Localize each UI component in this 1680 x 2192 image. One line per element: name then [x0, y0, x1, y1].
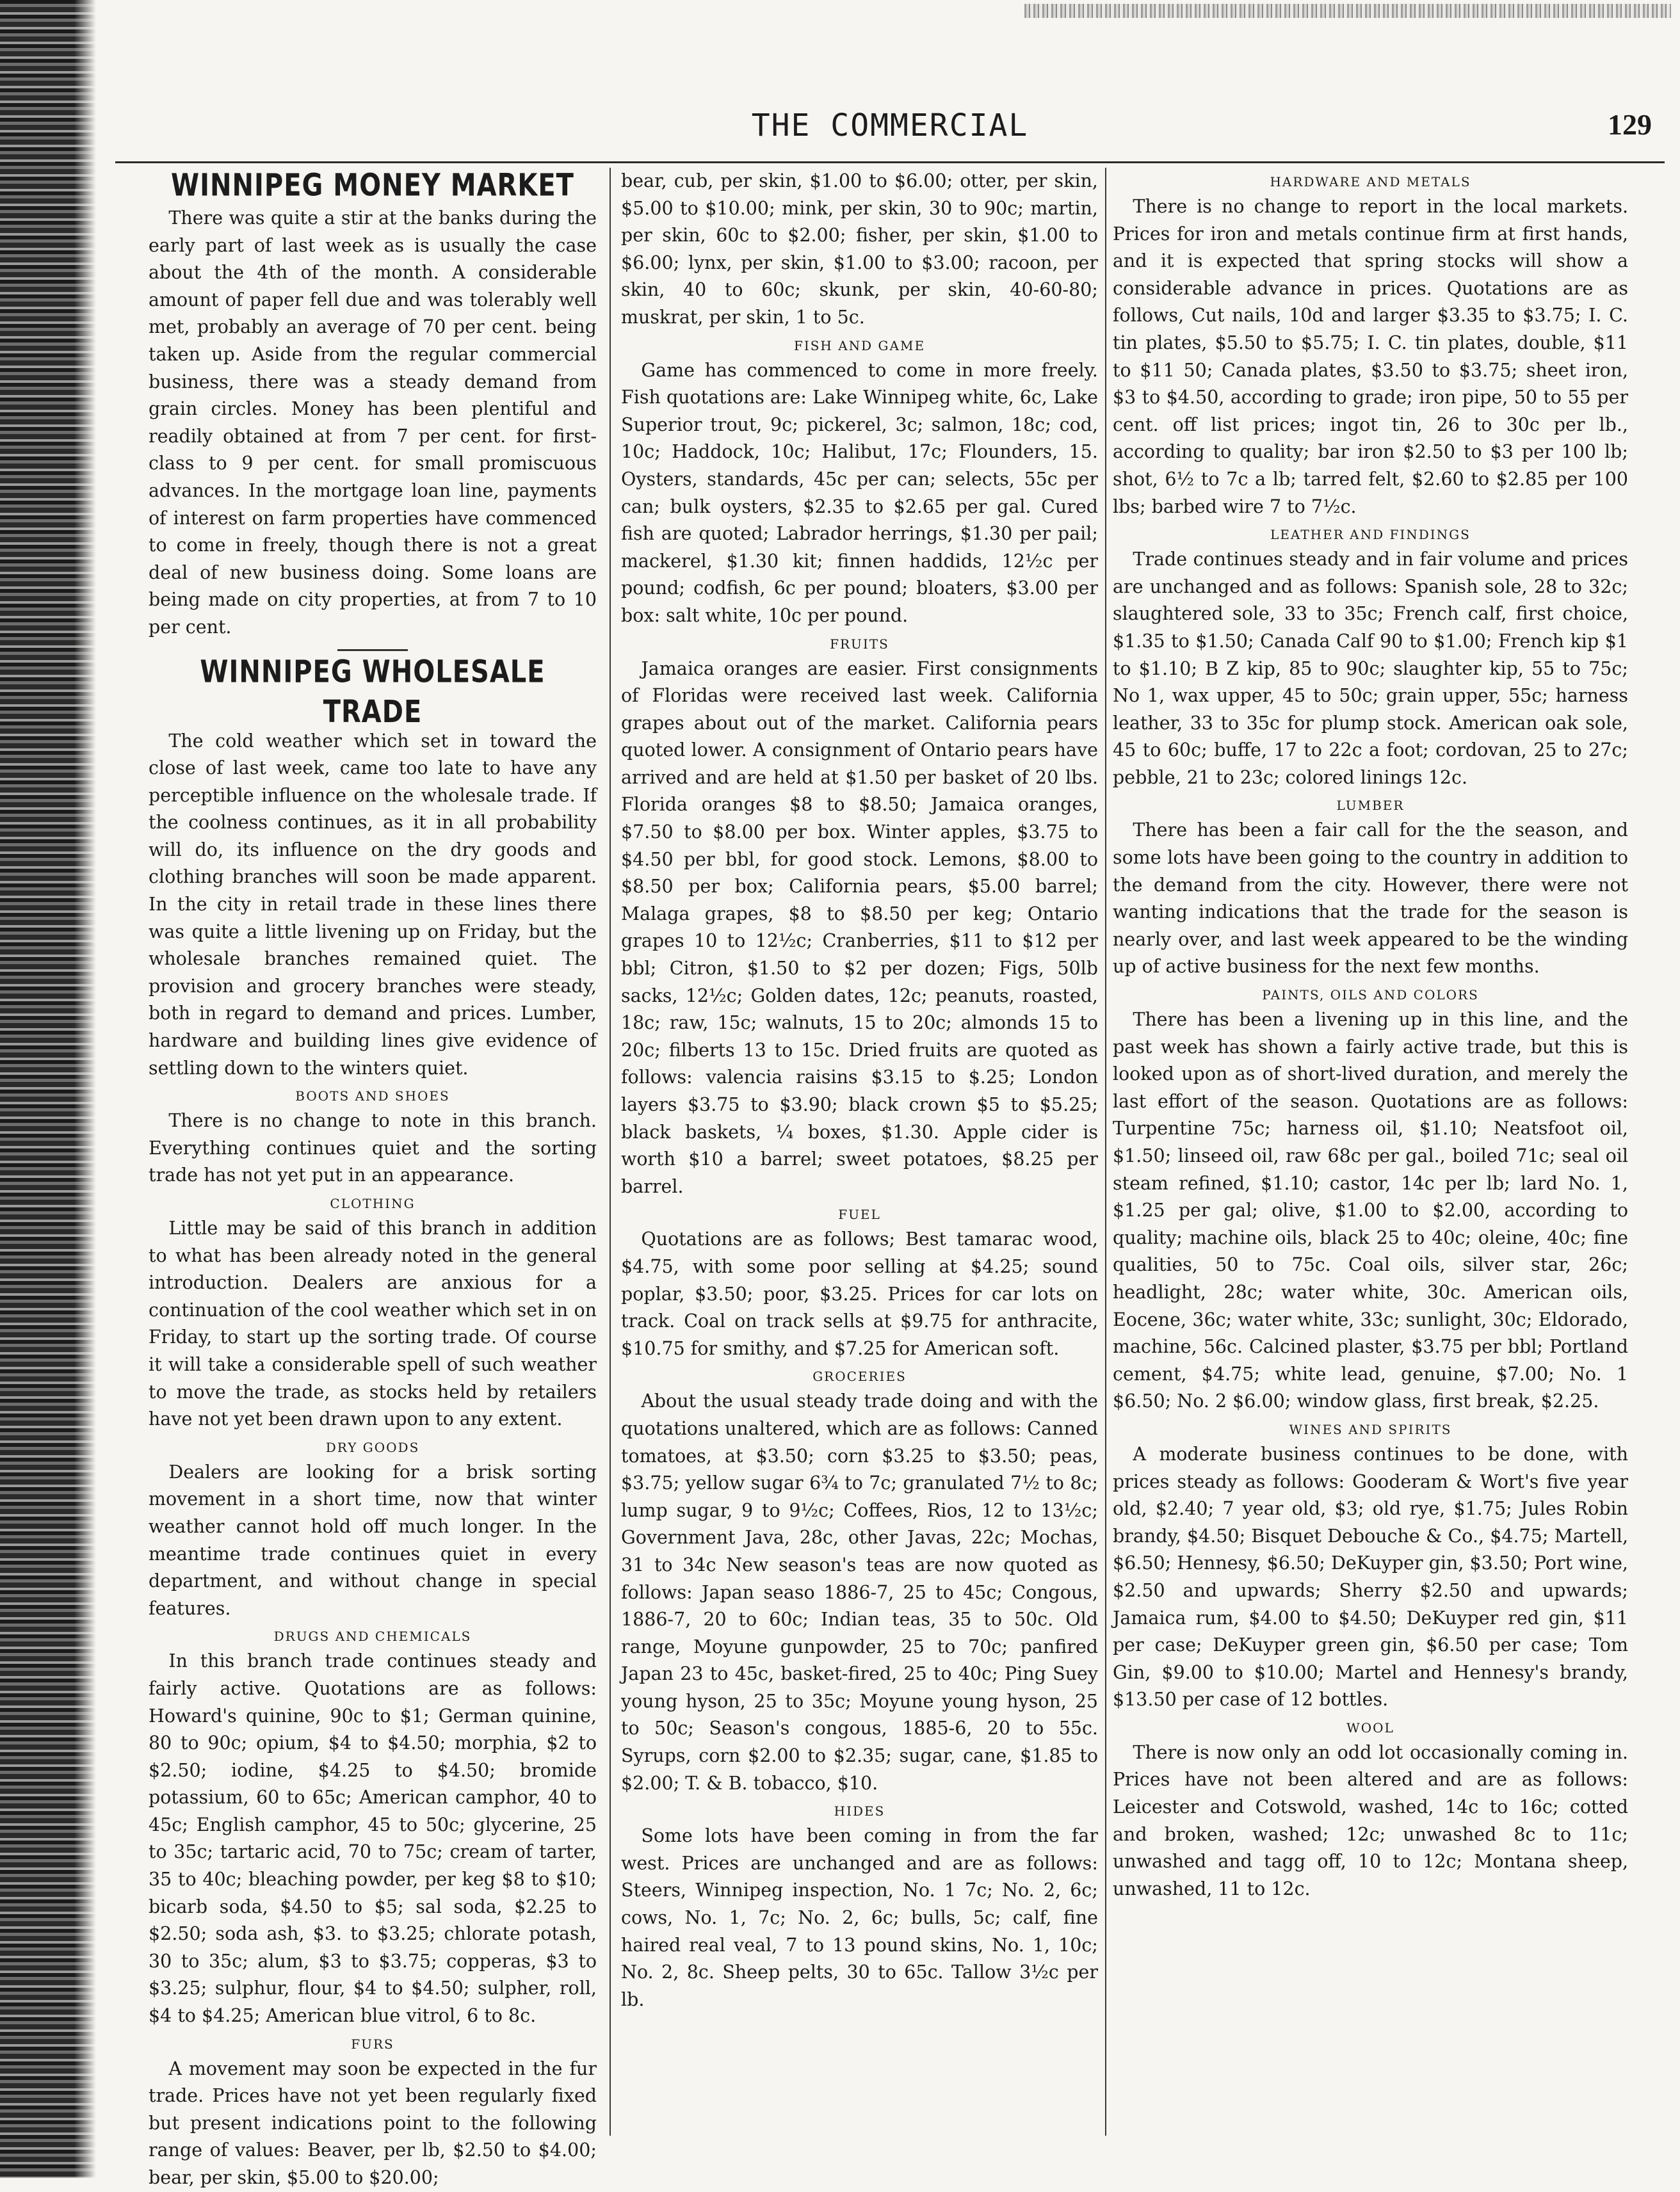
- leather-findings-paragraph: Trade continues steady and in fair volume and prices are unchanged and as follows: Spanish sole, 28 to 32c; slaughtered sole, 33 to 35c; French calf, first choice, $1.35 to $1.50; Canada Calf 90 to $1.00; French kip $1 to $1.10; B Z kip, 85 to 90c; slaughter kip, 55 to 75c; No 1, wax upper, 45 to 50c; grain upper, 55c; harness leather, 33 to 35c for plump stock. American oak sole, 45 to 60c; buffe, 17 to 22c a foot; cordovan, 25 to 27c; pebble, 21 to 23c; colored linings 12c.: [1113, 549, 1628, 788]
- hides-heading: HIDES: [834, 1803, 885, 1819]
- drugs-chemicals-heading: DRUGS AND CHEMICALS: [273, 1629, 472, 1645]
- furs-continued-paragraph: bear, cub, per skin, $1.00 to $6.00; otter, per skin, $5.00 to $10.00; mink, per skin, 30 to 90c; martin, per skin, 60c to $2.00; fisher, per skin, $1.00 to $6.00; lynx, per skin, $1.00 to $3.00; racoon, per skin, 40 to 60c; skunk, per skin, 40-60-80; muskrat, per skin, 1 to 5c.: [621, 170, 1098, 328]
- money-market-title: WINNIPEG MONEY MARKET: [171, 168, 574, 204]
- publication-title: THE COMMERCIAL: [751, 108, 1029, 143]
- dry-goods-paragraph: Dealers are looking for a brisk sorting movement in a short time, now that winter weather cannot hold off much longer. In the meantime trade continues quiet in every department, and without change in special features.: [149, 1461, 597, 1619]
- boots-shoes-paragraph: There is no change to note in this branch. Everything continues quiet and the sorting trade has not yet put in an appearance.: [149, 1110, 597, 1186]
- fish-game-paragraph: Game has commenced to come in more freely. Fish quotations are: Lake Winnipeg white, 6c, Lake Superior trout, 9c; pickerel, 3c; salmon, 18c; cod, 10c; Haddock, 10c; Halibut, 17c; Flounders, 15. Oysters, standards, 45c per can; selects, 55c per can; bulk oysters, $2.35 to $2.65 per gal. Cured fish are quoted; Labrador herrings, $1.30 per pail; mackerel, $1.30 kit; finnen haddids, 12½c per pound; codfish, 6c per pound; bloaters, $3.00 per box: salt white, 10c per pound.: [621, 359, 1098, 626]
- wholesale-trade-title: WINNIPEG WHOLESALE TRADE: [200, 654, 545, 730]
- page-number: 129: [1608, 108, 1652, 141]
- page-header: [109, 108, 1671, 152]
- paints-oils-colors-heading: PAINTS, OILS AND COLORS: [1262, 987, 1479, 1003]
- wines-spirits-heading: WINES AND SPIRITS: [1289, 1421, 1452, 1437]
- fuel-heading: FUEL: [838, 1207, 881, 1223]
- fruits-heading: FRUITS: [830, 636, 889, 652]
- leather-findings-heading: LEATHER AND FINDINGS: [1270, 527, 1471, 543]
- fruits-paragraph: Jamaica oranges are easier. First consignments of Floridas were received last week. California grapes about out of the market. California pears quoted lower. A consignment of Ontario pears have arrived and are held at $1.50 per basket of 20 lbs. Florida oranges $8 to $8.50; Jamaica oranges, $7.50 to $8.00 per box. Winter apples, $3.75 to $4.50 per bbl, for good stock. Lemons, $8.00 to $8.50 per box; California pears, $5.00 barrel; Malaga grapes, $8 to $8.50 per keg; Ontario grapes 10 to 12½c; Cranberries, $11 to $12 per bbl; Citron, $1.50 to $2 per dozen; Figs, 50lb sacks, 12½c; Golden dates, 12c; peanuts, roasted, 18c; raw, 15c; walnuts, 15 to 20c; almonds 15 to 20c; filberts 13 to 15c. Dried fruits are quoted as follows: valencia raisins $3.15 to $.25; London layers $3.75 to $3.90; black crown $5 to $5.25; black baskets, ¼ boxes, $1.30. Apple cider is worth $10 a barrel; sweet potatoes, $8.25 per barrel.: [621, 657, 1098, 1197]
- column-rule-2: [1105, 168, 1106, 2136]
- wholesale-trade-paragraph: The cold weather which set in toward the close of last week, came too late to have any perceptible influence on the wholesale trade. If the coolness continues, as it in all probability will do, its influence on the dry goods and clothing branches will soon be made apparent. In the city in retail trade in these lines there was quite a little livening up on Friday, but the wholesale branches remained quiet. The provision and grocery branches were steady, both in regard to demand and prices. Lumber, hardware and building lines give evidence of settling down to the winters quiet.: [149, 730, 597, 1079]
- furs-heading: FURS: [351, 2036, 394, 2052]
- wool-paragraph: There is now only an odd lot occasionally coming in. Prices have not been altered and are as follows: Leicester and Cotswold, washed, 14c to 16c; cotted and broken, washed; 12c; unwashed 8c to 11c; unwashed and tagg off, 10 to 12c; Montana sheep, unwashed, 11 to 12c.: [1113, 1741, 1628, 1899]
- groceries-paragraph: About the usual steady trade doing and with the quotations unaltered, which are as follows: Canned tomatoes, at $3.50; corn $3.25 to $3.50; peas, $3.75; yellow sugar 6¾ to 7c; granulated 7½ to 8c; lump sugar, 9 to 9½c; Coffees, Rios, 12 to 13½c; Government Java, 28c, other Javas, 22c; Mochas, 31 to 34c New season's teas are now quoted as follows: Japan seaso 1886-7, 25 to 45c; Congous, 1886-7, 20 to 60c; Indian teas, 35 to 50c. Old range, Moyune gunpowder, 25 to 70c; panfired Japan 23 to 45c, basket-fired, 25 to 40c; Ping Suey young hyson, 25 to 35c; Moyune young hyson, 25 to 50c; Season's congous, 1885-6, 20 to 55c. Syrups, corn $2.00 to $2.35; sugar, cane, $1.85 to $2.00; T. & B. tobacco, $10.: [621, 1390, 1098, 1794]
- wool-heading: WOOL: [1346, 1720, 1394, 1736]
- column-3: [1113, 168, 1628, 2140]
- boots-shoes-heading: BOOTS AND SHOES: [295, 1088, 450, 1104]
- lumber-paragraph: There has been a fair call for the the season, and some lots have been going to the country in addition to the demand from the city. However, there were not wanting indications that the trade for the season is nearly over, and last week appeared to be the winding up of active business for the next few months.: [1113, 819, 1628, 978]
- top-edge-strip: [1024, 4, 1671, 18]
- hides-paragraph: Some lots have been coming in from the far west. Prices are unchanged and are as follows: Steers, Winnipeg inspection, No. 1 7c; No. 2, 6c; cows, No. 1, 7c; No. 2, 6c; bulls, 5c; calf, fine haired real veal, 7 to 13 pound skins, No. 1, 10c; No. 2, 8c. Sheep pelts, 30 to 65c. Tallow 3½c per lb.: [621, 1825, 1098, 2010]
- column-2: [621, 168, 1098, 2140]
- money-market-paragraph: There was quite a stir at the banks during the early part of last week as is usually the case about the 4th of the month. A considerable amount of paper fell due and was tolerably well met, probably an average of 70 per cent. being taken up. Aside from the regular commercial business, there was a steady demand from grain circles. Money has been plentiful and readily obtained at from 7 per cent. for first-class to 9 per cent. for small promiscuous advances. In the mortgage loan line, payments of interest on farm properties have commenced to come in freely, though there is not a great deal of new business doing. Some loans are being made on city properties, at from 7 to 10 per cent.: [149, 207, 597, 638]
- wines-spirits-paragraph: A moderate business continues to be done, with prices steady as follows: Gooderam & Wort's five year old, $2.40; 7 year old, $3; old rye, $1.75; Jules Robin brandy, $4.50; Bisquet Debouche & Co., $4.75; Martell, $6.50; Hennesy, $6.50; DeKuyper gin, $3.50; Port wine, $2.50 and upwards; Sherry $2.50 and upwards; Jamaica rum, $4.00 to $4.50; DeKuyper red gin, $11 per case; DeKuyper green gin, $6.50 per case; Tom Gin, $9.00 to $10.00; Martel and Hennesy's brandy, $13.50 per case of 12 bottles.: [1113, 1443, 1628, 1711]
- section-divider: [337, 649, 408, 651]
- clothing-heading: CLOTHING: [330, 1196, 416, 1211]
- clothing-paragraph: Little may be said of this branch in addition to what has been already noted in the general introduction. Dealers are anxious for a continuation of the cool weather which set in on Friday, to start up the sorting trade. Of course it will take a considerable spell of such weather to move the trade, as stocks held by retailers have not yet been drawn upon to any extent.: [149, 1218, 597, 1430]
- header-rule: [115, 161, 1665, 163]
- column-rule-1: [610, 168, 611, 2136]
- dry-goods-heading: DRY GOODS: [325, 1439, 420, 1455]
- fuel-paragraph: Quotations are as follows; Best tamarac wood, $4.75, with some poor selling at $4.25; sound poplar, $3.50; poor, $3.25. Prices for car lots on track. Coal on track sells at $9.75 for anthracite, $10.75 for smithy, and $7.25 for American soft.: [621, 1229, 1098, 1359]
- groceries-heading: GROCERIES: [812, 1369, 907, 1385]
- drugs-chemicals-paragraph: In this branch trade continues steady and fairly active. Quotations are as follows: Howard's quinine, 90c to $1; German quinine, 80 to 90c; opium, $4 to $4.50; morphia, $2 to $2.50; iodine, $4.25 to $4.50; bromide potassium, 60 to 65c; American camphor, 40 to 45c; English camphor, 45 to 50c; glycerine, 25 to 35c; tartaric acid, 70 to 75c; cream of tarter, 35 to 40c; bleaching powder, per keg $8 to $10; bicarb soda, $4.50 to $5; sal soda, $2.25 to $2.50; soda ash, $3. to $3.25; chlorate potash, 30 to 35c; alum, $3 to $3.75; copperas, $3 to $3.25; sulphur, flour, $4 to $4.50; sulpher, roll, $4 to $4.25; American blue vitrol, 6 to 8c.: [149, 1650, 597, 2027]
- column-1: [149, 168, 597, 2188]
- hardware-metals-heading: HARDWARE AND METALS: [1270, 174, 1471, 189]
- hardware-metals-paragraph: There is no change to report in the local markets. Prices for iron and metals continue firm at first hands, and it is expected that spring stocks will show a considerable advance in prices. Quotations are as follows, Cut nails, 10d and larger $3.35 to $3.75; I. C. tin plates, $5.50 to $5.75; I. C. tin plates, double, $11 to $11 50; Canada plates, $3.50 to $3.75; sheet iron, $3 to $4.50, according to grade; iron pipe, 50 to 55 per cent. off list prices; ingot tin, 26 to 30c per lb., according to quality; bar iron $2.50 to $3 per 100 lb; shot, 6½ to 7c a lb; tarred felt, $2.60 to $2.85 per 100 lbs; barbed wire 7 to 7½c.: [1113, 196, 1628, 517]
- paints-oils-colors-paragraph: There has been a livening up in this line, and the past week has shown a fairly active trade, but this is looked upon as of short-lived duration, and merely the last effort of the season. Quotations are as follows: Turpentine 75c; harness oil, $1.10; Neatsfoot oil, $1.50; linseed oil, raw 68c per gal., boiled 71c; seal oil steam refined, $1.10; castor, 14c per lb; lard No. 1, $1.25 per gal; olive, $1.00 to $2.00, according to quality; machine oils, black 25 to 40c; oleine, 40c; fine qualities, 50 to 75c. Coal oils, silver star, 26c; headlight, 28c; water white, 30c. American oils, Eocene, 36c; water white, 33c; sunlight, 30c; Eldorado, machine, 56c. Calcined plaster, $3.75 per bbl; Portland cement, $4.75; white lead, genuine, $7.00; No. 1 $6.50; No. 2 $6.00; window glass, first break, $2.25.: [1113, 1009, 1628, 1412]
- fish-game-heading: FISH AND GAME: [793, 337, 926, 353]
- page-binding-edge: [0, 0, 96, 2178]
- lumber-heading: LUMBER: [1336, 798, 1405, 814]
- furs-paragraph: A movement may soon be expected in the fur trade. Prices have not yet been regularly fixed but present indications point to the following range of values: Beaver, per lb, $2.50 to $4.00; bear, per skin, $5.00 to $20.00;: [149, 2058, 597, 2188]
